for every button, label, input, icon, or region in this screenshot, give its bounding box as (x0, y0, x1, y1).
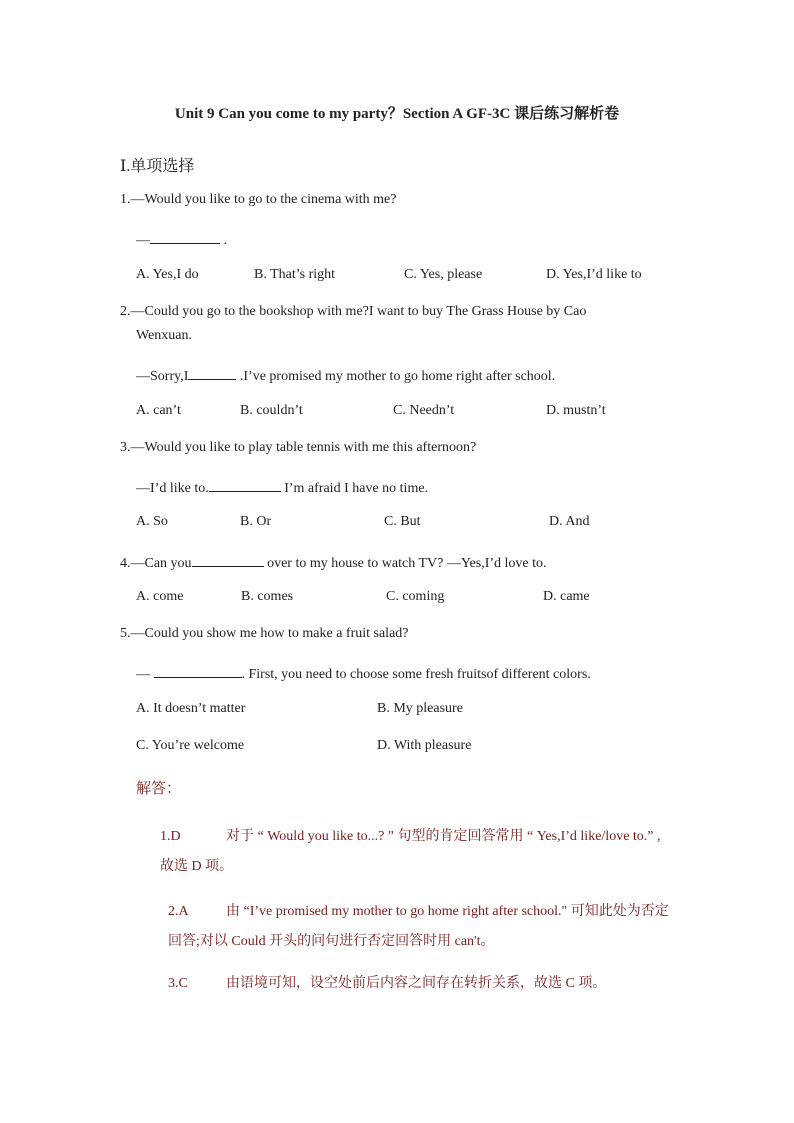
question-4-option-b: B. comes (241, 589, 294, 604)
answer-1 (160, 822, 674, 882)
section-heading: Ⅰ.单项选择 (120, 158, 195, 175)
question-3-option-d: D. And (549, 514, 590, 529)
question-3-option-c: C. But (384, 514, 421, 529)
answer-2-text: 由 “I’ve promised my mother to go home right after school." 可知此处为否定回答;对以 Could 开头的问句进行否定回答时用 can't。 (168, 904, 669, 949)
question-1-option-d: D. Yes,I’d like to (546, 267, 642, 282)
reply-suffix: I’m afraid I have no time. (280, 481, 429, 496)
question-3-option-b: B. Or (240, 514, 272, 529)
question-4-option-c: C. coming (386, 589, 445, 604)
answer-blank (150, 229, 220, 244)
question-5-reply (136, 663, 591, 683)
question-1-stem: 1.—Would you like to go to the cinema with me? (120, 192, 397, 207)
page-title: Unit 9 Can you come to my party？Section A GF-3C 课后练习解析卷 (174, 106, 620, 122)
reply-prefix: — (136, 233, 150, 248)
question-1-option-c: C. Yes, please (404, 267, 483, 282)
question-4-option-a: A. come (136, 589, 184, 604)
answer-3-text: 由语境可知，设空处前后内容之间存在转折关系，故选 C 项。 (226, 976, 607, 991)
question-5-option-d: D. With pleasure (377, 738, 472, 753)
answer-3 (168, 972, 674, 996)
question-3-option-a: A. So (136, 514, 168, 529)
answer-2-number: 2.A (168, 904, 189, 919)
question-2-option-d: D. mustn’t (546, 403, 606, 418)
reply-suffix: .I’ve promised my mother to go home right after school. (236, 369, 556, 384)
question-3-stem: 3.—Would you like to play table tennis with me this afternoon? (120, 440, 477, 455)
answer-3-number: 3.C (168, 976, 188, 991)
stem-prefix: 4.—Can you (120, 556, 192, 571)
answer-blank (209, 477, 281, 492)
question-4-stem (120, 552, 547, 572)
question-2-stem-cont: Wenxuan. (136, 328, 193, 343)
question-4-option-d: D. came (543, 589, 590, 604)
answers-heading: 解答： (136, 781, 182, 797)
reply-prefix: — (136, 667, 154, 682)
question-2-stem: 2.—Could you go to the bookshop with me?I want to buy The Grass House by Cao (120, 304, 587, 319)
answer-1-number: 1.D (160, 829, 181, 844)
answer-1-text: 对于 “ Would you like to...? ” 句型的肯定回答常用 “ Yes,I’d like/love to.” ,故选 D 项。 (160, 829, 661, 874)
answer-blank (154, 663, 242, 678)
question-5-stem: 5.—Could you show me how to make a fruit salad? (120, 626, 409, 641)
question-2-option-b: B. couldn’t (240, 403, 303, 418)
question-1-reply (136, 229, 227, 249)
question-5-option-c: C. You’re welcome (136, 738, 245, 753)
question-1-option-a: A. Yes,I do (136, 267, 199, 282)
question-2-option-c: C. Needn’t (393, 403, 455, 418)
reply-prefix: —Sorry,I (136, 369, 189, 384)
reply-prefix: —I’d like to. (136, 481, 209, 496)
question-3-reply (136, 477, 428, 497)
question-2-option-a: A. can’t (136, 403, 181, 418)
question-5-option-a: A. It doesn’t matter (136, 701, 246, 716)
answer-blank (188, 365, 236, 380)
question-1-option-b: B. That’s right (254, 267, 336, 282)
stem-suffix: over to my house to watch TV? —Yes,I’d love to. (263, 556, 547, 571)
reply-suffix: . (220, 233, 227, 248)
answer-blank (192, 552, 264, 567)
question-2-reply (136, 365, 555, 385)
reply-suffix: . First, you need to choose some fresh fruitsof different colors. (241, 667, 591, 682)
question-5-option-b: B. My pleasure (377, 701, 463, 716)
answer-2 (168, 897, 674, 957)
